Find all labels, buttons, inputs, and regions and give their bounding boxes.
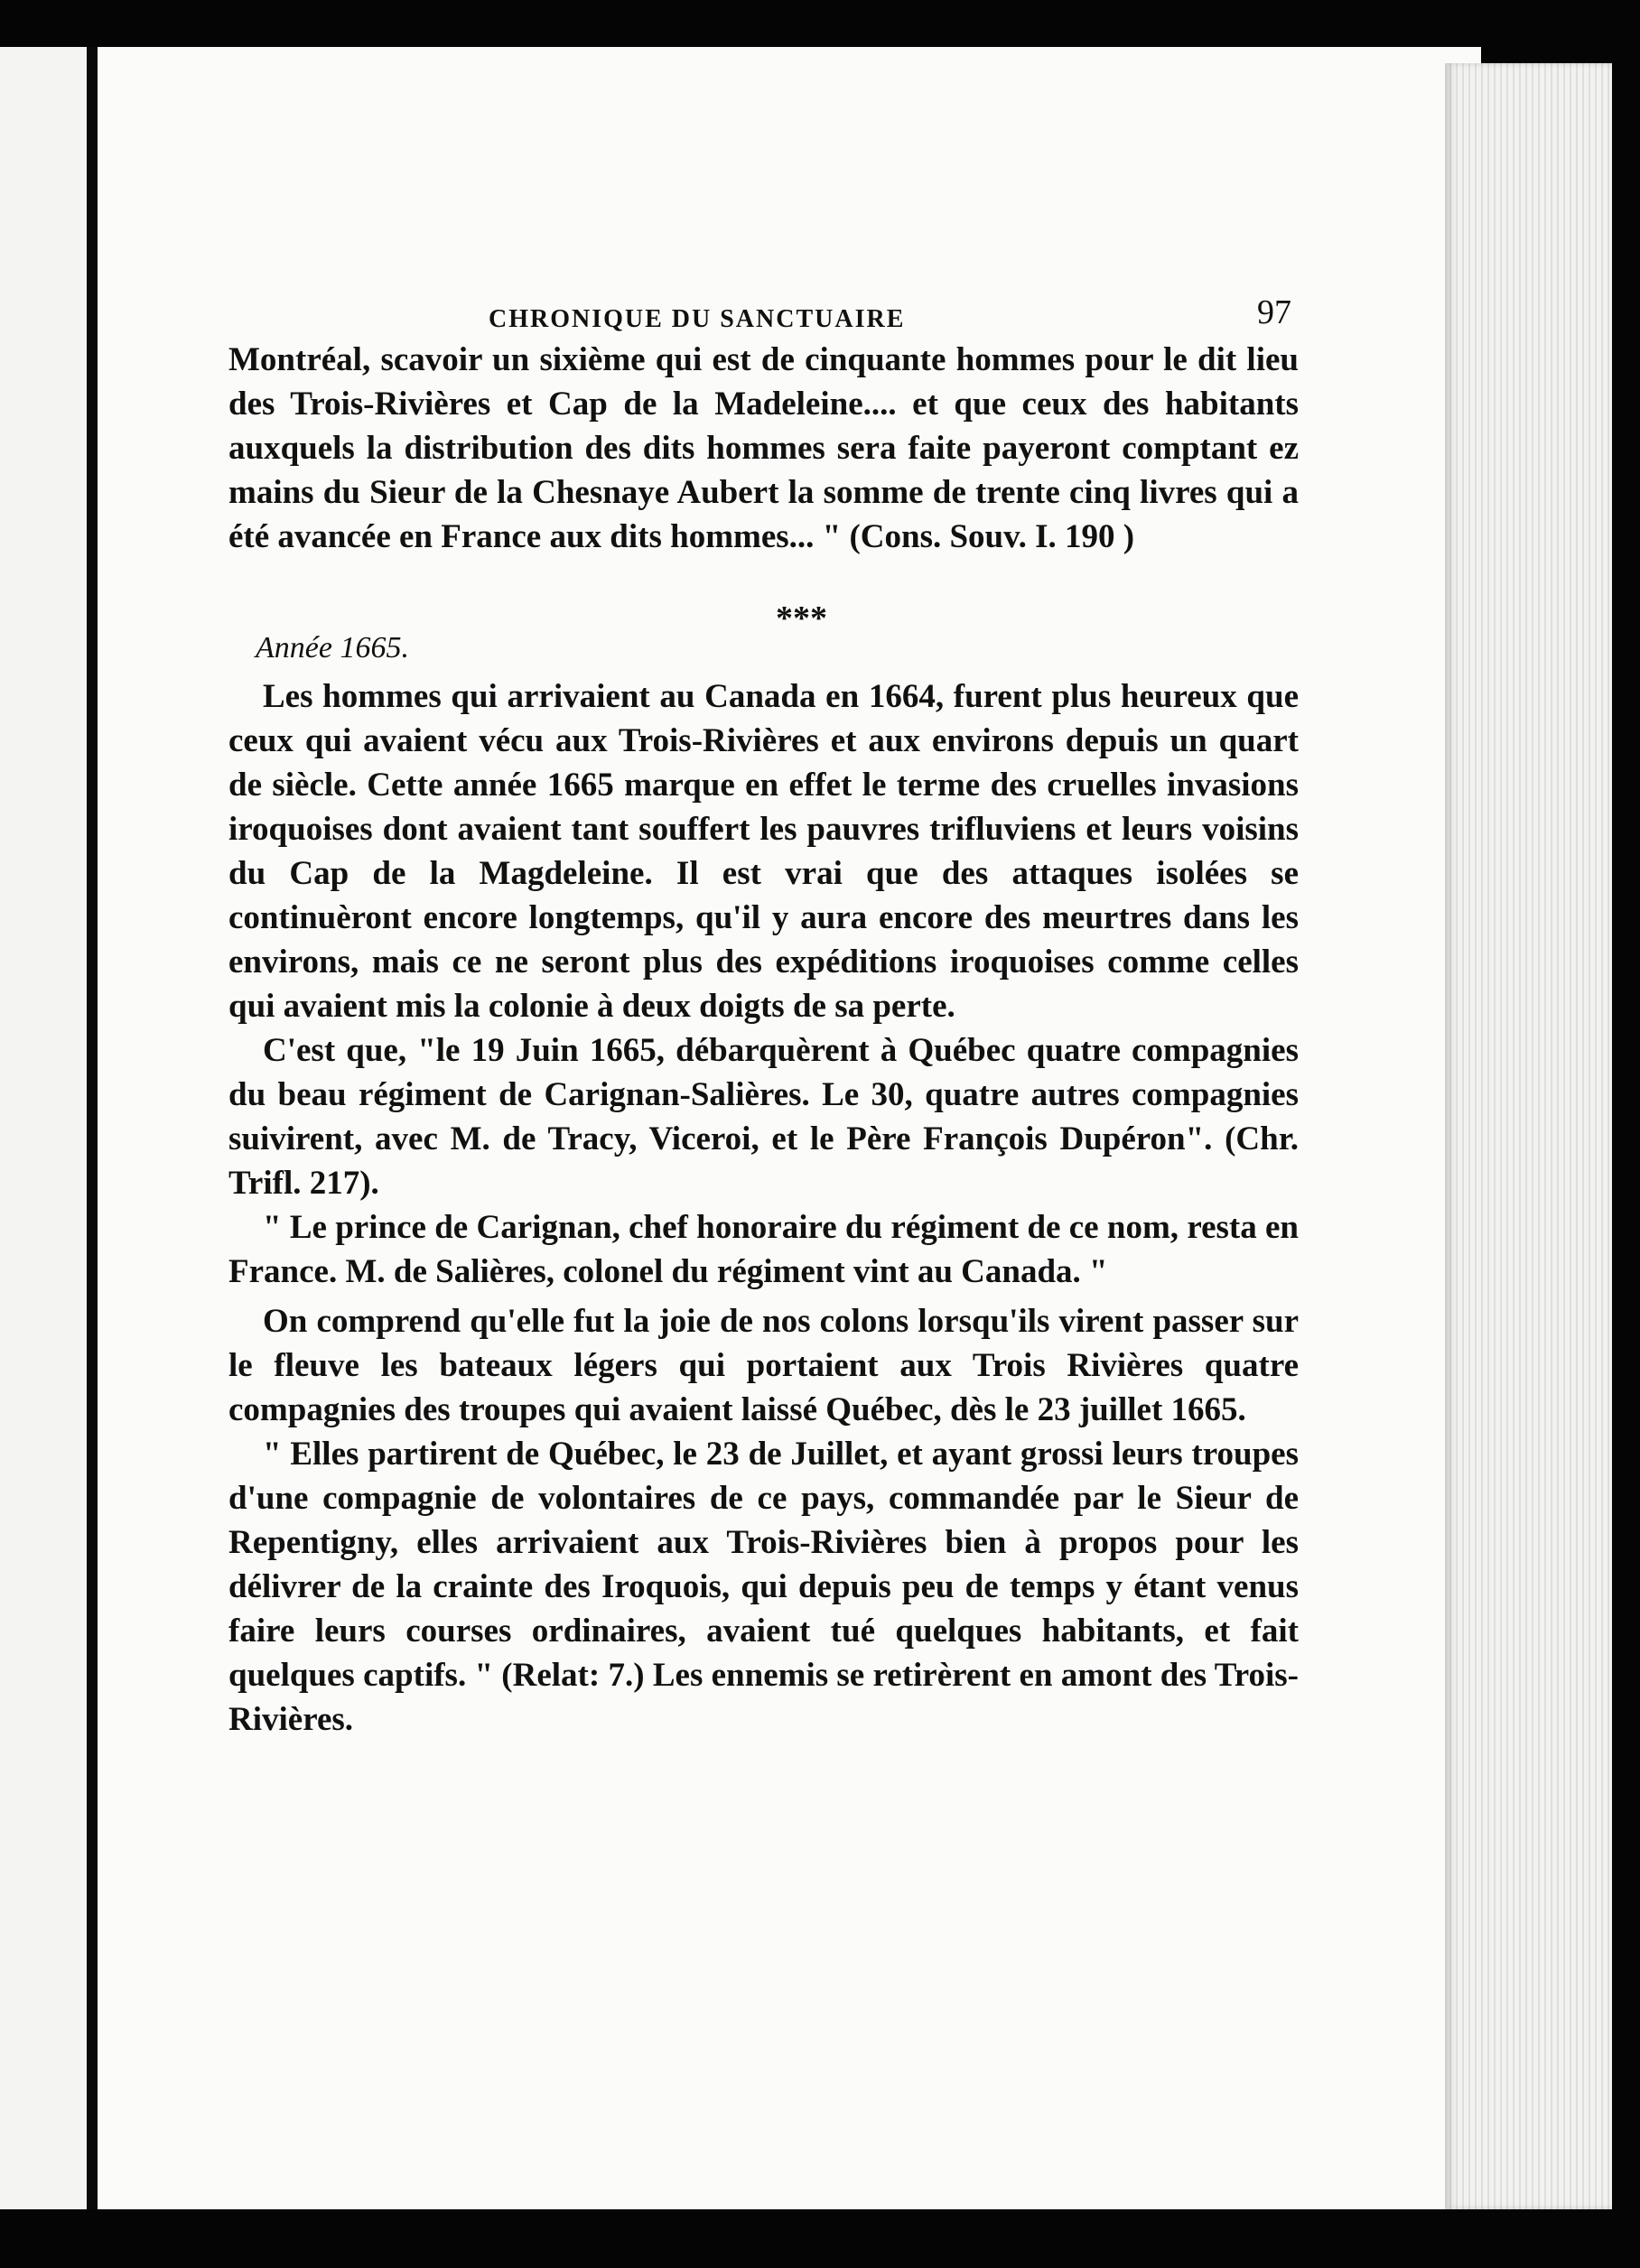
paragraph-4: " Le prince de Carignan, chef honoraire du régiment de ce nom, resta en France. M. de Salières, colonel du régiment vint au Canada. " <box>228 1209 1299 1290</box>
running-title: CHRONIQUE DU SANCTUAIRE <box>489 305 906 333</box>
page-content <box>228 265 1299 1742</box>
section-heading <box>228 588 1299 674</box>
paragraph-continuation: Montréal, scavoir un sixième qui est de cinquante hommes pour le dit lieu des Trois-Rivières et Cap de la Madeleine.... et que ceux des habitants auxquels la distribution des dits hommes sera faite payeront comptant ez mains du Sieur de la Chesnaye Aubert la somme de trente cinq livres qui a été avancée en France aux dits hommes... " (Cons. Souv. I. 190 ) <box>228 341 1299 555</box>
asterism: *** <box>776 600 827 637</box>
paragraph-3: C'est que, "le 19 Juin 1665, débarquèrent à Québec quatre compagnies du beau régiment de Carignan-Salières. Le 30, quatre autres compagnies suivirent, avec M. de Tracy, Viceroi, et le Père François Dupéron". (Chr. Trifl. 217). <box>228 1032 1299 1202</box>
paragraph-5: On comprend qu'elle fut la joie de nos colons lorsqu'ils virent passer sur le fleuve les bateaux légers qui portaient aux Trois Rivières quatre compagnies des troupes qui avaient laissé Québec, dès le 23 juillet 1665. <box>228 1303 1299 1428</box>
paragraph-6: " Elles partirent de Québec, le 23 de Juillet, et ayant grossi leurs troupes d'une compagnie de volontaires de ce pays, commandée par le Sieur de Repentigny, elles arrivaient aux Trois-Rivières bien à propos pour les délivrer de la crainte des Iroquois, qui depuis peu de temps y étant venus faire leurs courses ordinaires, avaient tué quelques habitants, et fait quelques captifs. " (Relat: 7.) Les ennemis se retirèrent en amont des Trois-Rivières. <box>228 1436 1299 1738</box>
book-gutter <box>87 47 98 2209</box>
page-number: 97 <box>1257 293 1291 331</box>
running-head <box>228 265 1299 338</box>
book-page <box>98 47 1481 2209</box>
page-stack-edge <box>1445 63 1612 2209</box>
paragraph-2: Les hommes qui arrivaient au Canada en 1664, furent plus heureux que ceux qui avaient vécu aux Trois-Rivières et aux environs depuis un quart de siècle. Cette année 1665 marque en effet le terme des cruelles invasions iroquoises dont avaient tant souffert les pauvres trifluviens et leurs voisins du Cap de la Magdeleine. Il est vrai que des attaques isolées se continuèront encore longtemps, qu'il y aura encore des meurtres dans les environs, mais ce ne seront plus des expéditions iroquoises comme celles qui avaient mis la colonie à deux doigts de sa perte. <box>228 678 1299 1025</box>
facing-page-edge <box>0 47 87 2209</box>
section-year-label: Année 1665. <box>256 631 409 665</box>
